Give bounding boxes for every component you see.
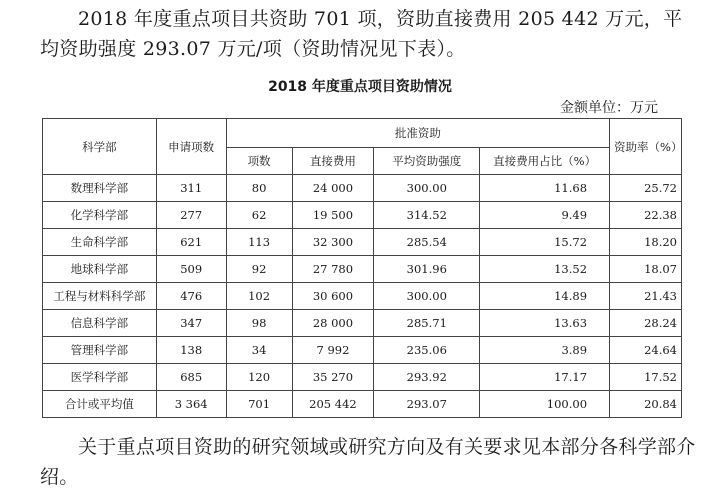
cell-applications: 685 — [156, 364, 226, 391]
cell-count: 98 — [226, 310, 292, 337]
cell-dept: 数理科学部 — [43, 175, 157, 202]
cell-avg-intensity: 300.00 — [374, 175, 480, 202]
cell-dept: 化学科学部 — [43, 202, 157, 229]
cell-direct-cost: 32 300 — [292, 229, 374, 256]
outro-paragraph: 关于重点项目资助的研究领域或研究方向及有关要求见本部分各科学部介绍。 — [40, 436, 696, 488]
table-row-total — [43, 391, 682, 418]
cell-direct-cost: 35 270 — [292, 364, 374, 391]
cell-rate: 25.72 — [610, 175, 682, 202]
cell-applications: 347 — [156, 310, 226, 337]
cell-applications: 476 — [156, 283, 226, 310]
cell-count: 701 — [226, 391, 292, 418]
cell-cost-ratio: 17.17 — [480, 364, 610, 391]
cell-rate: 21.43 — [610, 283, 682, 310]
cell-rate: 18.07 — [610, 256, 682, 283]
cell-cost-ratio: 11.68 — [480, 175, 610, 202]
cell-cost-ratio: 3.89 — [480, 337, 610, 364]
cell-direct-cost: 205 442 — [292, 391, 374, 418]
cell-rate: 18.20 — [610, 229, 682, 256]
cell-direct-cost: 30 600 — [292, 283, 374, 310]
cell-cost-ratio: 9.49 — [480, 202, 610, 229]
table-row — [43, 202, 682, 229]
cell-dept: 管理科学部 — [43, 337, 157, 364]
table-title: 2018 年度重点项目资助情况 — [268, 79, 452, 95]
cell-avg-intensity: 285.54 — [374, 229, 480, 256]
cell-applications: 138 — [156, 337, 226, 364]
cell-dept: 合计或平均值 — [43, 391, 157, 418]
header-avg-intensity: 平均资助强度 — [374, 148, 480, 175]
cell-count: 80 — [226, 175, 292, 202]
cell-cost-ratio: 15.72 — [480, 229, 610, 256]
header-dept: 科学部 — [43, 119, 157, 175]
header-cost-ratio: 直接费用占比（%） — [480, 148, 610, 175]
header-applications: 申请项数 — [156, 119, 226, 175]
cell-cost-ratio: 14.89 — [480, 283, 610, 310]
table-row — [43, 283, 682, 310]
cell-avg-intensity: 293.07 — [374, 391, 480, 418]
funding-table — [42, 118, 682, 418]
cell-dept: 生命科学部 — [43, 229, 157, 256]
cell-avg-intensity: 235.06 — [374, 337, 480, 364]
cell-cost-ratio: 13.52 — [480, 256, 610, 283]
cell-dept: 医学科学部 — [43, 364, 157, 391]
cell-rate: 20.84 — [610, 391, 682, 418]
table-row — [43, 337, 682, 364]
cell-count: 62 — [226, 202, 292, 229]
cell-applications: 277 — [156, 202, 226, 229]
cell-count: 120 — [226, 364, 292, 391]
table-row — [43, 175, 682, 202]
cell-count: 102 — [226, 283, 292, 310]
cell-dept: 信息科学部 — [43, 310, 157, 337]
cell-dept: 地球科学部 — [43, 256, 157, 283]
cell-rate: 24.64 — [610, 337, 682, 364]
header-direct-cost: 直接费用 — [292, 148, 374, 175]
cell-direct-cost: 27 780 — [292, 256, 374, 283]
cell-rate: 17.52 — [610, 364, 682, 391]
cell-direct-cost: 28 000 — [292, 310, 374, 337]
header-approved-group: 批准资助 — [226, 119, 609, 148]
cell-direct-cost: 24 000 — [292, 175, 374, 202]
cell-applications: 3 364 — [156, 391, 226, 418]
header-rate: 资助率（%） — [610, 119, 682, 175]
table-row — [43, 229, 682, 256]
cell-count: 92 — [226, 256, 292, 283]
cell-count: 113 — [226, 229, 292, 256]
header-count: 项数 — [226, 148, 292, 175]
cell-dept: 工程与材料科学部 — [43, 283, 157, 310]
table-row — [43, 310, 682, 337]
cell-applications: 509 — [156, 256, 226, 283]
cell-direct-cost: 7 992 — [292, 337, 374, 364]
cell-direct-cost: 19 500 — [292, 202, 374, 229]
cell-avg-intensity: 314.52 — [374, 202, 480, 229]
cell-applications: 311 — [156, 175, 226, 202]
unit-label: 金额单位：万元 — [560, 100, 658, 116]
table-row — [43, 364, 682, 391]
cell-avg-intensity: 300.00 — [374, 283, 480, 310]
cell-cost-ratio: 13.63 — [480, 310, 610, 337]
cell-avg-intensity: 301.96 — [374, 256, 480, 283]
cell-rate: 28.24 — [610, 310, 682, 337]
cell-rate: 22.38 — [610, 202, 682, 229]
cell-cost-ratio: 100.00 — [480, 391, 610, 418]
cell-count: 34 — [226, 337, 292, 364]
cell-avg-intensity: 293.92 — [374, 364, 480, 391]
cell-avg-intensity: 285.71 — [374, 310, 480, 337]
table-row — [43, 256, 682, 283]
intro-paragraph: 2018 年度重点项目共资助 701 项，资助直接费用 205 442 万元，平均资助强度 293.07 万元/项（资助情况见下表）。 — [40, 8, 683, 60]
cell-applications: 621 — [156, 229, 226, 256]
